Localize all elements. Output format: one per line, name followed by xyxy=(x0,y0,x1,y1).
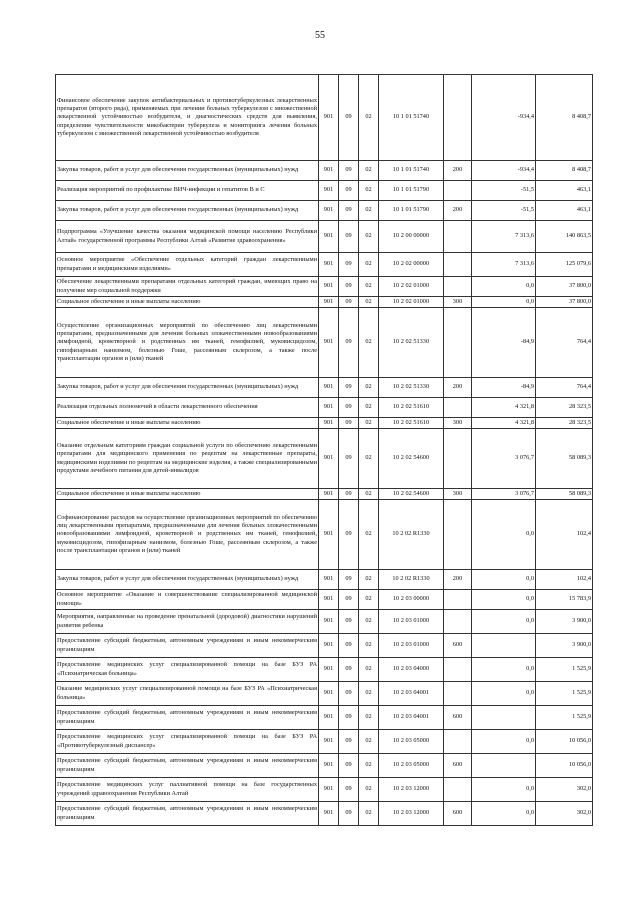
table-row xyxy=(56,277,593,297)
row-grbs-code: 901 xyxy=(319,75,339,161)
row-target-article: 10 2 03 01000 xyxy=(379,610,444,634)
row-change-amount: 4 321,8 xyxy=(472,418,536,429)
row-expense-type xyxy=(444,730,472,754)
row-name: Социальное обеспечение и иные выплаты населению xyxy=(56,297,319,308)
row-grbs-code: 901 xyxy=(319,418,339,429)
row-expense-type: 300 xyxy=(444,418,472,429)
row-name: Основное мероприятие «Оказание и совершенствование специализированной медицинской помощи» xyxy=(56,590,319,610)
row-grbs-code: 901 xyxy=(319,682,339,706)
row-expense-type xyxy=(444,398,472,418)
row-subsection-code: 02 xyxy=(359,610,379,634)
table-row xyxy=(56,489,593,500)
row-name: Финансовое обеспечение закупок антибактериальных и противотуберкулезных лекарственных препаратов (второго ряда), применяемых при лечении больных туберкулезом с множественной лекарственной устойчивостью возбудителя, и диагностических средств для выявления, определения чувствительности микобактерии туберкулеза и мониторинга лечения больных туберкулезом с множественной лекарственной устойчивостью возбудителя xyxy=(56,75,319,161)
budget-table-body xyxy=(56,75,593,826)
row-section-code: 09 xyxy=(339,500,359,570)
row-grbs-code: 901 xyxy=(319,500,339,570)
table-row xyxy=(56,730,593,754)
table-row xyxy=(56,75,593,161)
row-expense-type xyxy=(444,500,472,570)
row-change-amount: 0,0 xyxy=(472,500,536,570)
page-number: 55 xyxy=(315,30,325,41)
row-grbs-code: 901 xyxy=(319,398,339,418)
row-subsection-code: 02 xyxy=(359,297,379,308)
row-target-article: 10 2 02 01000 xyxy=(379,277,444,297)
row-target-article: 10 2 03 01000 xyxy=(379,634,444,658)
row-total-amount: 125 079,6 xyxy=(536,253,593,277)
row-target-article: 10 2 02 54600 xyxy=(379,429,444,489)
row-section-code: 09 xyxy=(339,308,359,378)
row-change-amount xyxy=(472,706,536,730)
table-row xyxy=(56,418,593,429)
row-section-code: 09 xyxy=(339,658,359,682)
row-subsection-code: 02 xyxy=(359,221,379,253)
row-change-amount: -934,4 xyxy=(472,161,536,181)
row-total-amount: 58 089,3 xyxy=(536,489,593,500)
row-name: Предоставление медицинских услуг специализированной помощи на базе БУЗ РА «Противотуберкулезный диспансер» xyxy=(56,730,319,754)
row-expense-type xyxy=(444,610,472,634)
row-change-amount: 0,0 xyxy=(472,730,536,754)
row-total-amount: 28 323,5 xyxy=(536,418,593,429)
row-grbs-code: 901 xyxy=(319,201,339,221)
row-total-amount: 1 525,9 xyxy=(536,658,593,682)
row-expense-type: 200 xyxy=(444,161,472,181)
row-name: Закупка товаров, работ и услуг для обеспечения государственных (муниципальных) нужд xyxy=(56,161,319,181)
row-change-amount: 0,0 xyxy=(472,297,536,308)
row-grbs-code: 901 xyxy=(319,590,339,610)
table-row xyxy=(56,201,593,221)
row-expense-type xyxy=(444,429,472,489)
row-target-article: 10 2 02 51330 xyxy=(379,308,444,378)
row-grbs-code: 901 xyxy=(319,297,339,308)
row-target-article: 10 1 01 51790 xyxy=(379,201,444,221)
row-target-article: 10 2 03 04001 xyxy=(379,706,444,730)
row-total-amount: 764,4 xyxy=(536,378,593,398)
row-total-amount: 28 323,5 xyxy=(536,398,593,418)
row-name: Предоставление субсидий бюджетным, автономным учреждениям и иным некоммерческим организациям xyxy=(56,634,319,658)
row-name: Подпрограмма «Улучшение качества оказания медицинской помощи населению Республики Алтай» государственной программы Республики Алтай «Развитие здравоохранения» xyxy=(56,221,319,253)
row-subsection-code: 02 xyxy=(359,500,379,570)
row-expense-type xyxy=(444,253,472,277)
row-subsection-code: 02 xyxy=(359,778,379,802)
row-name: Осуществление организационных мероприятий по обеспечению лиц лекарственными препаратами, предназначенными для лечения больных злокачественными новообразованиями лимфоидной, кроветворной и родственных им тканей, гемофилией, муковисцидозом, гипофизарным нанизмом, болезнью Гоше, рассеянным склерозом, а также после трансплантации органов и (или) тканей xyxy=(56,308,319,378)
row-name: Предоставление медицинских услуг специализированной помощи на базе БУЗ РА «Психиатрическая больница» xyxy=(56,658,319,682)
row-section-code: 09 xyxy=(339,181,359,201)
row-name: Закупка товаров, работ и услуг для обеспечения государственных (муниципальных) нужд xyxy=(56,201,319,221)
row-expense-type xyxy=(444,658,472,682)
row-subsection-code: 02 xyxy=(359,802,379,826)
row-total-amount: 15 783,9 xyxy=(536,590,593,610)
row-change-amount: 0,0 xyxy=(472,590,536,610)
row-target-article: 10 2 03 04000 xyxy=(379,658,444,682)
row-expense-type: 600 xyxy=(444,754,472,778)
row-subsection-code: 02 xyxy=(359,706,379,730)
row-target-article: 10 2 03 12000 xyxy=(379,802,444,826)
row-total-amount: 37 800,0 xyxy=(536,297,593,308)
row-change-amount: 4 321,8 xyxy=(472,398,536,418)
row-grbs-code: 901 xyxy=(319,778,339,802)
table-row xyxy=(56,500,593,570)
row-section-code: 09 xyxy=(339,398,359,418)
row-grbs-code: 901 xyxy=(319,570,339,590)
table-row xyxy=(56,682,593,706)
row-expense-type xyxy=(444,308,472,378)
table-row xyxy=(56,161,593,181)
row-grbs-code: 901 xyxy=(319,308,339,378)
table-row xyxy=(56,634,593,658)
row-change-amount: -84,9 xyxy=(472,378,536,398)
row-grbs-code: 901 xyxy=(319,610,339,634)
row-total-amount: 764,4 xyxy=(536,308,593,378)
row-change-amount xyxy=(472,634,536,658)
row-grbs-code: 901 xyxy=(319,378,339,398)
row-grbs-code: 901 xyxy=(319,181,339,201)
row-section-code: 09 xyxy=(339,221,359,253)
row-target-article: 10 2 00 00000 xyxy=(379,221,444,253)
row-subsection-code: 02 xyxy=(359,418,379,429)
row-total-amount: 102,4 xyxy=(536,570,593,590)
row-expense-type: 600 xyxy=(444,634,472,658)
row-expense-type: 200 xyxy=(444,201,472,221)
table-row xyxy=(56,429,593,489)
table-row xyxy=(56,378,593,398)
row-change-amount: 7 313,6 xyxy=(472,253,536,277)
table-row xyxy=(56,570,593,590)
row-total-amount: 3 900,0 xyxy=(536,634,593,658)
row-target-article: 10 2 02 00000 xyxy=(379,253,444,277)
row-expense-type xyxy=(444,75,472,161)
row-total-amount: 37 800,0 xyxy=(536,277,593,297)
row-change-amount: 0,0 xyxy=(472,277,536,297)
row-expense-type xyxy=(444,590,472,610)
row-name: Предоставление субсидий бюджетным, автономным учреждениям и иным некоммерческим организациям xyxy=(56,706,319,730)
row-name: Предоставление медицинских услуг паллиативной помощи на базе государственных учреждений здравоохранения Республики Алтай xyxy=(56,778,319,802)
row-grbs-code: 901 xyxy=(319,221,339,253)
row-name: Закупка товаров, работ и услуг для обеспечения государственных (муниципальных) нужд xyxy=(56,570,319,590)
row-subsection-code: 02 xyxy=(359,634,379,658)
row-section-code: 09 xyxy=(339,754,359,778)
row-target-article: 10 2 03 12000 xyxy=(379,778,444,802)
row-expense-type: 200 xyxy=(444,570,472,590)
row-section-code: 09 xyxy=(339,297,359,308)
row-section-code: 09 xyxy=(339,161,359,181)
row-target-article: 10 2 03 05000 xyxy=(379,730,444,754)
row-subsection-code: 02 xyxy=(359,378,379,398)
row-section-code: 09 xyxy=(339,730,359,754)
row-subsection-code: 02 xyxy=(359,730,379,754)
row-name: Реализация мероприятий по профилактике ВИЧ-инфекции и гепатитов В и С xyxy=(56,181,319,201)
table-row xyxy=(56,658,593,682)
row-total-amount: 10 056,0 xyxy=(536,754,593,778)
row-change-amount: -84,9 xyxy=(472,308,536,378)
row-subsection-code: 02 xyxy=(359,398,379,418)
row-target-article: 10 2 03 05000 xyxy=(379,754,444,778)
row-target-article: 10 1 01 51740 xyxy=(379,75,444,161)
row-total-amount: 1 525,9 xyxy=(536,706,593,730)
row-subsection-code: 02 xyxy=(359,658,379,682)
row-change-amount: 0,0 xyxy=(472,778,536,802)
row-change-amount: -51,5 xyxy=(472,201,536,221)
row-total-amount: 302,0 xyxy=(536,802,593,826)
row-name: Оказание медицинских услуг специализированной помощи на базе БУЗ РА «Психиатрическая больница» xyxy=(56,682,319,706)
row-expense-type xyxy=(444,682,472,706)
row-name: Предоставление субсидий бюджетным, автономным учреждениям и иным некоммерческим организациям xyxy=(56,802,319,826)
row-expense-type xyxy=(444,778,472,802)
row-target-article: 10 2 02 R1330 xyxy=(379,500,444,570)
row-name: Оказание отдельным категориям граждан социальной услуги по обеспечению лекарственными препаратами для медицинского применения по рецептам на лекарственные препараты, медицинскими изделиями по рецептам на медицинские изделия, а также специализированными продуктами лечебного питания для детей-инвалидов xyxy=(56,429,319,489)
row-expense-type xyxy=(444,277,472,297)
row-subsection-code: 02 xyxy=(359,75,379,161)
row-grbs-code: 901 xyxy=(319,253,339,277)
row-target-article: 10 2 03 04001 xyxy=(379,682,444,706)
table-row xyxy=(56,754,593,778)
table-row xyxy=(56,253,593,277)
row-name: Предоставление субсидий бюджетным, автономным учреждениям и иным некоммерческим организациям xyxy=(56,754,319,778)
row-grbs-code: 901 xyxy=(319,634,339,658)
row-total-amount: 302,0 xyxy=(536,778,593,802)
table-row xyxy=(56,181,593,201)
row-section-code: 09 xyxy=(339,634,359,658)
row-name: Мероприятия, направленные на проведение пренатальной (дородовой) диагностики нарушений развития ребенка xyxy=(56,610,319,634)
row-total-amount: 8 408,7 xyxy=(536,161,593,181)
row-expense-type: 200 xyxy=(444,378,472,398)
row-expense-type: 600 xyxy=(444,802,472,826)
row-target-article: 10 2 02 01000 xyxy=(379,297,444,308)
row-subsection-code: 02 xyxy=(359,201,379,221)
row-name: Реализация отдельных полномочий в области лекарственного обеспечения xyxy=(56,398,319,418)
row-grbs-code: 901 xyxy=(319,706,339,730)
row-grbs-code: 901 xyxy=(319,429,339,489)
row-target-article: 10 1 01 51740 xyxy=(379,161,444,181)
row-grbs-code: 901 xyxy=(319,277,339,297)
row-change-amount: 0,0 xyxy=(472,802,536,826)
row-total-amount: 1 525,9 xyxy=(536,682,593,706)
row-total-amount: 3 900,0 xyxy=(536,610,593,634)
table-row xyxy=(56,778,593,802)
row-name: Софинансирование расходов на осуществление организационных мероприятий по обеспечению лиц лекарственными препаратами, предназначенными для лечения больных злокачественными новообразованиями лимфоидной, кроветворной и родственных им тканей, гемофилией, муковисцидозом, гипофизарным нанизмом, болезнью Гоше, рассеянным склерозом, а также после трансплантации органов и (или) тканей xyxy=(56,500,319,570)
row-section-code: 09 xyxy=(339,253,359,277)
row-subsection-code: 02 xyxy=(359,308,379,378)
row-name: Социальное обеспечение и иные выплаты населению xyxy=(56,418,319,429)
row-target-article: 10 2 02 54600 xyxy=(379,489,444,500)
row-subsection-code: 02 xyxy=(359,253,379,277)
row-grbs-code: 901 xyxy=(319,754,339,778)
row-change-amount xyxy=(472,754,536,778)
row-change-amount: 0,0 xyxy=(472,610,536,634)
row-change-amount: -51,5 xyxy=(472,181,536,201)
table-row xyxy=(56,706,593,730)
row-expense-type: 300 xyxy=(444,297,472,308)
row-section-code: 09 xyxy=(339,610,359,634)
row-total-amount: 8 408,7 xyxy=(536,75,593,161)
row-subsection-code: 02 xyxy=(359,181,379,201)
table-row xyxy=(56,308,593,378)
row-subsection-code: 02 xyxy=(359,277,379,297)
row-expense-type xyxy=(444,221,472,253)
row-name: Основное мероприятие «Обеспечение отдельных категорий граждан лекарственными препаратами и медицинскими изделиями» xyxy=(56,253,319,277)
row-subsection-code: 02 xyxy=(359,429,379,489)
table-row xyxy=(56,802,593,826)
row-expense-type: 600 xyxy=(444,706,472,730)
row-target-article: 10 2 02 R1330 xyxy=(379,570,444,590)
budget-table xyxy=(55,74,593,826)
row-change-amount: -934,4 xyxy=(472,75,536,161)
row-section-code: 09 xyxy=(339,418,359,429)
row-grbs-code: 901 xyxy=(319,802,339,826)
row-total-amount: 463,1 xyxy=(536,201,593,221)
row-section-code: 09 xyxy=(339,429,359,489)
row-subsection-code: 02 xyxy=(359,489,379,500)
row-section-code: 09 xyxy=(339,590,359,610)
row-subsection-code: 02 xyxy=(359,570,379,590)
row-grbs-code: 901 xyxy=(319,730,339,754)
row-subsection-code: 02 xyxy=(359,590,379,610)
row-section-code: 09 xyxy=(339,201,359,221)
row-expense-type: 300 xyxy=(444,489,472,500)
row-subsection-code: 02 xyxy=(359,161,379,181)
row-section-code: 09 xyxy=(339,75,359,161)
row-subsection-code: 02 xyxy=(359,754,379,778)
row-name: Обеспечение лекарственными препаратами отдельных категорий граждан, имеющих право на получение мер социальной поддержки xyxy=(56,277,319,297)
row-change-amount: 3 076,7 xyxy=(472,489,536,500)
row-target-article: 10 2 02 51610 xyxy=(379,418,444,429)
row-grbs-code: 901 xyxy=(319,161,339,181)
row-section-code: 09 xyxy=(339,706,359,730)
row-target-article: 10 2 02 51330 xyxy=(379,378,444,398)
row-grbs-code: 901 xyxy=(319,658,339,682)
row-name: Социальное обеспечение и иные выплаты населению xyxy=(56,489,319,500)
row-section-code: 09 xyxy=(339,489,359,500)
row-target-article: 10 2 03 00000 xyxy=(379,590,444,610)
table-row xyxy=(56,221,593,253)
row-change-amount: 0,0 xyxy=(472,682,536,706)
row-change-amount: 0,0 xyxy=(472,658,536,682)
row-target-article: 10 1 01 51790 xyxy=(379,181,444,201)
row-change-amount: 3 076,7 xyxy=(472,429,536,489)
table-row xyxy=(56,398,593,418)
row-change-amount: 7 313,6 xyxy=(472,221,536,253)
row-total-amount: 140 863,5 xyxy=(536,221,593,253)
row-name: Закупка товаров, работ и услуг для обеспечения государственных (муниципальных) нужд xyxy=(56,378,319,398)
row-expense-type xyxy=(444,181,472,201)
row-section-code: 09 xyxy=(339,778,359,802)
row-target-article: 10 2 02 51610 xyxy=(379,398,444,418)
table-row xyxy=(56,610,593,634)
row-subsection-code: 02 xyxy=(359,682,379,706)
row-grbs-code: 901 xyxy=(319,489,339,500)
row-total-amount: 10 056,0 xyxy=(536,730,593,754)
row-total-amount: 463,1 xyxy=(536,181,593,201)
row-total-amount: 58 089,3 xyxy=(536,429,593,489)
row-section-code: 09 xyxy=(339,277,359,297)
row-section-code: 09 xyxy=(339,378,359,398)
row-section-code: 09 xyxy=(339,682,359,706)
row-section-code: 09 xyxy=(339,570,359,590)
row-total-amount: 102,4 xyxy=(536,500,593,570)
row-change-amount: 0,0 xyxy=(472,570,536,590)
table-row xyxy=(56,590,593,610)
table-row xyxy=(56,297,593,308)
row-section-code: 09 xyxy=(339,802,359,826)
